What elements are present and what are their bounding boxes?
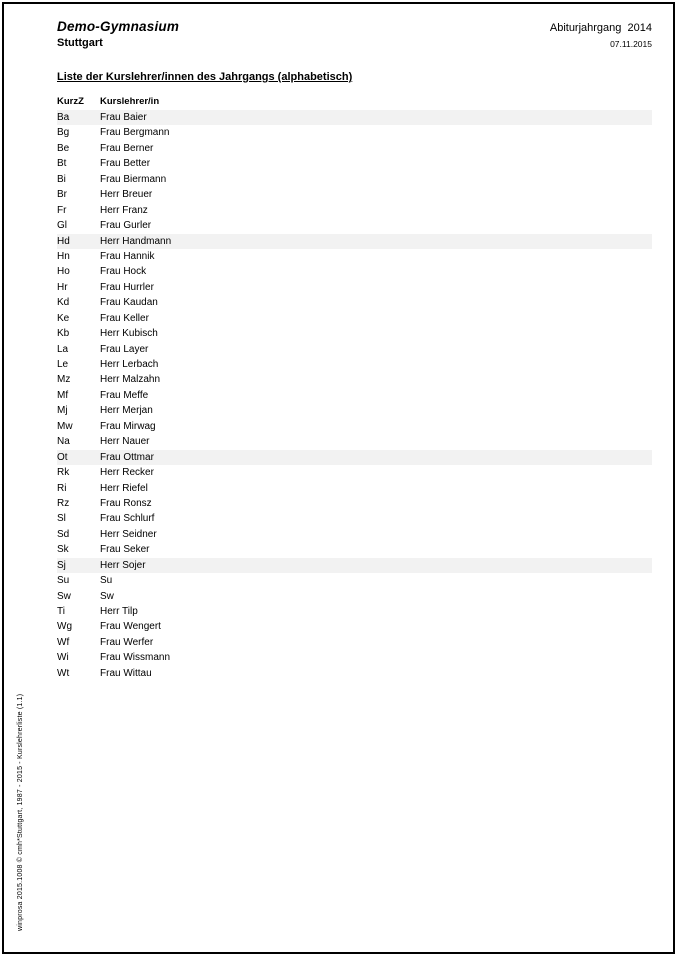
table-row <box>57 249 652 264</box>
table-row <box>57 172 652 187</box>
row-code: Bi <box>57 173 66 185</box>
row-code: Na <box>57 436 70 448</box>
table-row <box>57 234 652 249</box>
row-name: Frau Ottmar <box>100 451 154 463</box>
row-name: Herr Recker <box>100 467 154 479</box>
table-row <box>57 419 652 434</box>
row-name: Frau Ronsz <box>100 497 152 509</box>
row-code: Gl <box>57 220 67 232</box>
row-code: Mz <box>57 374 71 386</box>
row-name: Frau Wittau <box>100 667 152 679</box>
table-row <box>57 203 652 218</box>
row-name: Herr Malzahn <box>100 374 161 386</box>
row-name: Herr Nauer <box>100 436 150 448</box>
row-name: Frau Berner <box>100 142 154 154</box>
table-row <box>57 604 652 619</box>
table-row <box>57 666 652 681</box>
table-row <box>57 326 652 341</box>
row-code: Hn <box>57 250 70 262</box>
row-code: Sj <box>57 559 66 571</box>
row-name: Frau Seker <box>100 544 150 556</box>
row-name: Frau Biermann <box>100 173 167 185</box>
table-row <box>57 403 652 418</box>
row-code: Fr <box>57 204 67 216</box>
column-header-kurzz: KurzZ <box>57 96 84 107</box>
table-row <box>57 573 652 588</box>
row-name: Herr Sojer <box>100 559 146 571</box>
table-row <box>57 357 652 372</box>
row-code: Su <box>57 575 70 587</box>
row-name: Herr Lerbach <box>100 359 159 370</box>
row-name: Su <box>100 575 113 587</box>
table-row <box>57 156 652 171</box>
row-code: Wg <box>57 621 72 633</box>
table-row <box>57 125 652 140</box>
table-row <box>57 450 652 465</box>
row-name: Herr Tilp <box>100 606 138 617</box>
row-name: Herr Riefel <box>100 482 148 494</box>
row-name: Frau Hannik <box>100 250 155 262</box>
row-code: Mj <box>57 405 68 417</box>
column-header-kurslehrer: Kurslehrer/in <box>100 96 160 107</box>
row-code: Br <box>57 189 67 201</box>
school-name: Demo-Gymnasium <box>57 19 180 34</box>
table-row <box>57 650 652 665</box>
abitur-year-label: Abiturjahrgang 2014 <box>549 22 652 34</box>
row-name: Frau Schlurf <box>100 513 155 525</box>
row-code: Ke <box>57 312 70 324</box>
table-row <box>57 264 652 279</box>
table-row <box>57 311 652 326</box>
table-header-row <box>57 96 652 110</box>
school-city: Stuttgart <box>57 37 103 49</box>
table-row <box>57 465 652 480</box>
row-name: Frau Meffe <box>100 389 149 401</box>
row-code: Sk <box>57 544 69 556</box>
row-name: Frau Better <box>100 158 151 170</box>
row-code: Hr <box>57 281 68 293</box>
row-code: Sd <box>57 528 70 540</box>
row-code: Be <box>57 142 70 154</box>
table-row <box>57 141 652 156</box>
row-name: Herr Breuer <box>100 189 153 201</box>
row-name: Herr Seidner <box>100 528 157 540</box>
teacher-table-body <box>57 110 652 681</box>
row-name: Frau Wissmann <box>100 652 171 664</box>
page-title: Liste der Kurslehrer/innen des Jahrgangs (alphabetisch) <box>57 71 353 83</box>
table-row <box>57 527 652 542</box>
row-name: Frau Gurler <box>100 220 152 232</box>
row-name: Frau Kaudan <box>100 297 158 309</box>
table-row <box>57 110 652 125</box>
row-code: Mf <box>57 389 69 401</box>
row-name: Frau Mirwag <box>100 420 156 432</box>
row-code: Ri <box>57 482 67 494</box>
row-code: Ba <box>57 112 70 123</box>
row-name: Sw <box>100 590 114 602</box>
table-row <box>57 635 652 650</box>
row-name: Frau Werfer <box>100 636 154 648</box>
row-code: La <box>57 343 69 355</box>
table-row <box>57 558 652 573</box>
table-row <box>57 342 652 357</box>
row-name: Frau Wengert <box>100 621 161 633</box>
row-code: Wt <box>57 667 70 679</box>
teacher-table <box>57 96 652 681</box>
row-name: Frau Layer <box>100 343 149 355</box>
row-code: Wi <box>57 652 69 664</box>
table-row <box>57 388 652 403</box>
table-row <box>57 372 652 387</box>
row-code: Kd <box>57 297 70 309</box>
row-name: Herr Kubisch <box>100 328 158 340</box>
table-row <box>57 511 652 526</box>
table-row <box>57 619 652 634</box>
table-row <box>57 280 652 295</box>
row-name: Frau Keller <box>100 312 149 324</box>
row-name: Herr Handmann <box>100 235 172 247</box>
table-row <box>57 218 652 233</box>
row-code: Hd <box>57 235 70 247</box>
table-row <box>57 481 652 496</box>
row-code: Ot <box>57 451 68 463</box>
table-row <box>57 295 652 310</box>
row-name: Herr Franz <box>100 204 148 216</box>
report-date: 07.11.2015 <box>610 39 652 49</box>
row-code: Bg <box>57 127 70 139</box>
table-row <box>57 496 652 511</box>
row-code: Rk <box>57 467 70 479</box>
row-code: Bt <box>57 158 67 170</box>
row-code: Mw <box>57 420 73 432</box>
row-name: Frau Hock <box>100 266 147 278</box>
table-row <box>57 187 652 202</box>
row-code: Kb <box>57 328 70 340</box>
row-code: Ho <box>57 266 70 278</box>
row-name: Herr Merjan <box>100 405 153 417</box>
report-header-left <box>57 19 179 49</box>
table-row <box>57 589 652 604</box>
row-code: Sw <box>57 590 71 602</box>
table-row <box>57 434 652 449</box>
footer-vertical-text: winprosa 2015.1008 © cmh*Stuttgart, 1987 - 2015 - Kurslehrerliste (1.1) <box>17 693 24 931</box>
row-name: Frau Bergmann <box>100 127 170 139</box>
row-code: Wf <box>57 636 70 648</box>
row-name: Frau Hurrler <box>100 281 154 293</box>
row-code: Rz <box>57 497 70 509</box>
table-row <box>57 542 652 557</box>
row-name: Frau Baier <box>100 112 147 123</box>
report-header-right <box>550 22 652 49</box>
row-code: Le <box>57 359 69 370</box>
row-code: Sl <box>57 513 66 525</box>
row-code: Ti <box>57 606 65 617</box>
